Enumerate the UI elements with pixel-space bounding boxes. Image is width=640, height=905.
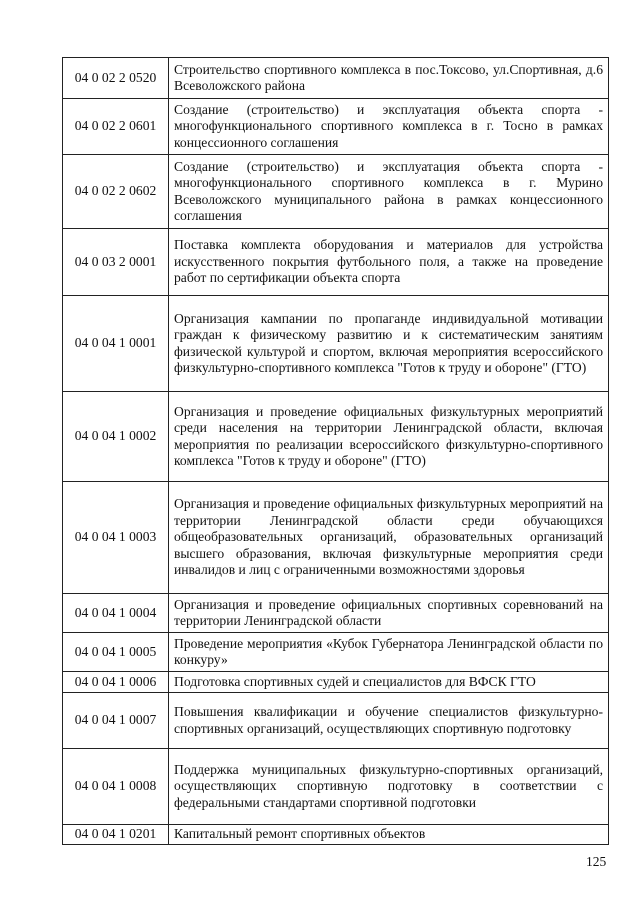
description-cell: Организация и проведение официальных спортивных соревнований на территории Ленинградской области bbox=[169, 594, 609, 633]
table-row bbox=[63, 229, 609, 296]
table-row bbox=[63, 825, 609, 845]
page-number: 125 bbox=[586, 854, 607, 869]
budget-code-table bbox=[62, 57, 609, 845]
code-cell: 04 0 04 1 0007 bbox=[63, 693, 169, 749]
description-cell: Организация кампании по пропаганде индивидуальной мотивации граждан к физическому развитию и к систематическим занятиям физической культурой и спортом, включая мероприятия всероссийского физкультурно-спортивного комплекса "Готов к труду и обороне" (ГТО) bbox=[169, 296, 609, 392]
description-cell: Капитальный ремонт спортивных объектов bbox=[169, 825, 609, 845]
code-cell: 04 0 04 1 0002 bbox=[63, 392, 169, 482]
table-row bbox=[63, 749, 609, 825]
description-cell: Поддержка муниципальных физкультурно-спортивных организаций, осуществляющих спортивную подготовку в соответствии с федеральными стандартами спортивной подготовки bbox=[169, 749, 609, 825]
description-cell: Повышения квалификации и обучение специалистов физкультурно-спортивных организаций, осуществляющих спортивную подготовку bbox=[169, 693, 609, 749]
code-cell: 04 0 04 1 0003 bbox=[63, 482, 169, 594]
code-cell: 04 0 04 1 0201 bbox=[63, 825, 169, 845]
description-cell: Проведение мероприятия «Кубок Губернатора Ленинградской области по конкуру» bbox=[169, 633, 609, 672]
table-row bbox=[63, 594, 609, 633]
description-cell: Организация и проведение официальных физкультурных мероприятий на территории Ленинградской области среди обучающихся общеобразовательных организаций, образовательных организаций высшего образования, включая физкультурные мероприятия среди инвалидов и лиц с ограниченными возможностями здоровья bbox=[169, 482, 609, 594]
description-cell: Поставка комплекта оборудования и материалов для устройства искусственного покрытия футбольного поля, а также на проведение работ по сертификации объекта спорта bbox=[169, 229, 609, 296]
description-cell: Создание (строительство) и эксплуатация объекта спорта - многофункционального спортивного комплекса в г. Мурино Всеволожского муниципального района в рамках концессионного соглашения bbox=[169, 155, 609, 229]
code-cell: 04 0 03 2 0001 bbox=[63, 229, 169, 296]
code-cell: 04 0 04 1 0001 bbox=[63, 296, 169, 392]
table-row bbox=[63, 693, 609, 749]
code-cell: 04 0 02 2 0601 bbox=[63, 99, 169, 155]
table-row bbox=[63, 296, 609, 392]
table-row bbox=[63, 633, 609, 672]
table-row bbox=[63, 58, 609, 99]
table-row bbox=[63, 482, 609, 594]
code-cell: 04 0 04 1 0004 bbox=[63, 594, 169, 633]
description-cell: Организация и проведение официальных физкультурных мероприятий среди населения на территории Ленинградской области, включая мероприятия по реализации всероссийского физкультурно-спортивного комплекса "Готов к труду и обороне" (ГТО) bbox=[169, 392, 609, 482]
table-row bbox=[63, 99, 609, 155]
table-row bbox=[63, 672, 609, 693]
code-cell: 04 0 04 1 0005 bbox=[63, 633, 169, 672]
code-cell: 04 0 04 1 0006 bbox=[63, 672, 169, 693]
table-row bbox=[63, 155, 609, 229]
code-cell: 04 0 04 1 0008 bbox=[63, 749, 169, 825]
table-row bbox=[63, 392, 609, 482]
description-cell: Строительство спортивного комплекса в пос.Токсово, ул.Спортивная, д.6 Всеволожского района bbox=[169, 58, 609, 99]
description-cell: Подготовка спортивных судей и специалистов для ВФСК ГТО bbox=[169, 672, 609, 693]
code-cell: 04 0 02 2 0602 bbox=[63, 155, 169, 229]
description-cell: Создание (строительство) и эксплуатация объекта спорта - многофункционального спортивного комплекса в г. Тосно в рамках концессионного соглашения bbox=[169, 99, 609, 155]
code-cell: 04 0 02 2 0520 bbox=[63, 58, 169, 99]
